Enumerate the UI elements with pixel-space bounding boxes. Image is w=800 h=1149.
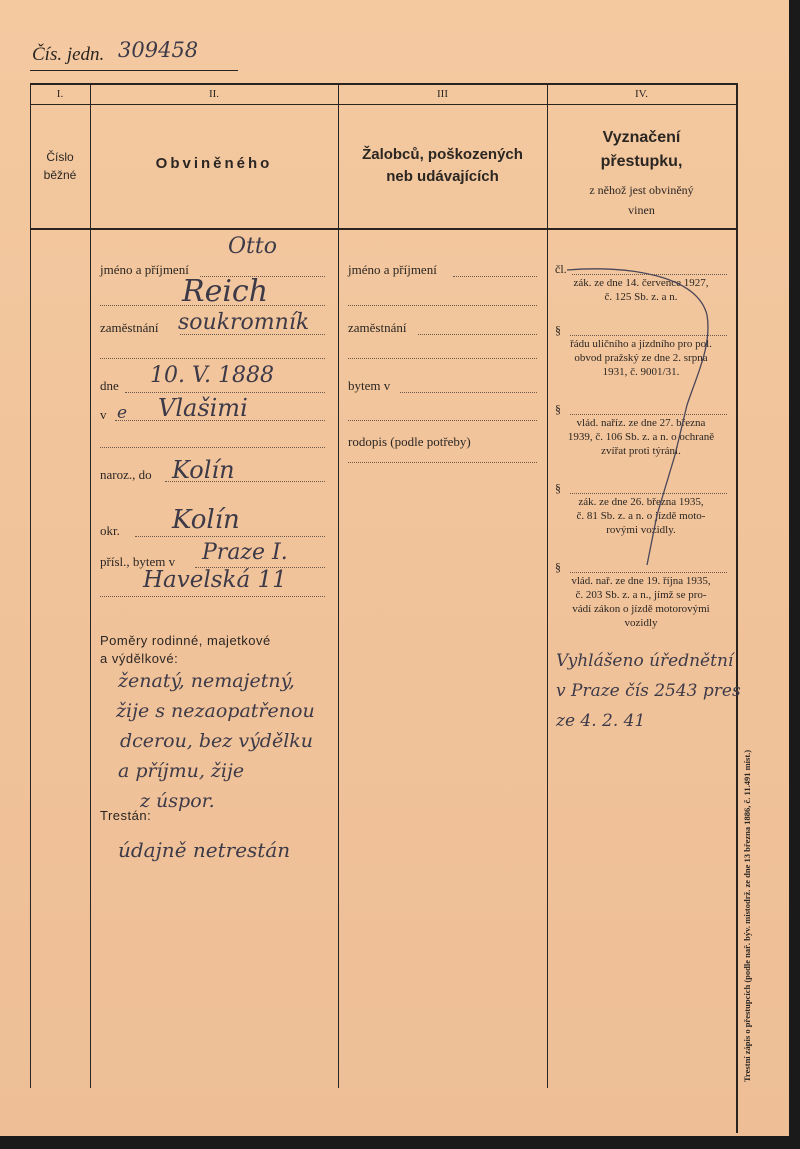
offense-4-text: zák. ze dne 26. března 1935, č. 81 Sb. z. a n. o jízdě moto- rovými vozidly. [576,496,706,536]
plaintiff-rodopis-label: rodopis (podle potřeby) [348,434,471,449]
accused-district: Kolín [172,505,240,535]
accused-domicile-label: přísl., bytem v [100,554,176,569]
col-header-2: Obviněného [155,155,273,172]
accused-occupation-label: zaměstnání [100,320,159,335]
plaintiff-name-dotline-2 [348,305,537,306]
note-line-2: v Praze čís 2543 pres [556,681,741,701]
handwritten-connector-stroke [547,255,737,580]
accused-native-dotline [165,481,325,482]
plaintiff-rodopis-dotline [348,462,537,463]
accused-surname-dotline [100,305,325,306]
offense-handwritten-note [556,646,741,736]
offense-4-mark: § [555,481,561,495]
ref-underline [30,70,238,71]
plaintiff-occupation-dotline [418,334,537,335]
accused-family-label: Poměry rodinné, majetkové a výdělkové: [100,633,271,666]
offense-3-mark: § [555,402,561,416]
accused-place-dotline-2 [100,447,325,448]
header-bottom-border [30,228,736,230]
accused-date-label: dne [100,378,119,393]
col-header-4-subtitle: z něhož jest obviněný vinen [589,183,694,217]
ref-number: 309458 [118,38,199,62]
accused-date-dotline [125,392,325,393]
note-line-1: Vyhlášeno úřednětní [556,651,734,671]
accused-native: Kolín [172,456,235,484]
plaintiff-occupation-label: zaměstnání [348,320,407,335]
colnum-divider [30,104,736,105]
accused-district-dotline [135,536,325,537]
col-header-1: Číslo běžné [43,150,77,182]
family-line-3: dcerou, bez výdělku [120,730,314,752]
col-num-4: IV. [635,88,648,100]
accused-street-dotline [100,596,325,597]
plaintiff-residence-label: bytem v [348,378,391,393]
plaintiff-occupation-dotline-2 [348,358,537,359]
plaintiff-residence-dotline [400,392,537,393]
col-header-3: Žalobců, poškozených neb udávajících [362,146,523,185]
col-num-1: I. [56,88,64,100]
plaintiff-residence-dotline-2 [348,420,537,421]
accused-domicile-city: Praze I. [202,540,288,565]
accused-place-dotline [115,420,325,421]
accused-occupation: soukromník [178,310,310,335]
plaintiff-name-label: jméno a příjmení [348,262,437,277]
offense-2-text: řádu uličního a jízdního pro pol. obvod pražský ze dne 2. srpna 1931, č. 9001/31. [570,338,712,378]
accused-criminal-record: údajně netrestán [118,838,291,862]
ref-label: Čís. jedn. [32,44,105,65]
offense-3-text: vlád. naříz. ze dne 27. března 1939, č. 106 Sb. z. a n. o ochraně zvířat proti týrání. [567,417,715,457]
accused-birth-place: Vlašimi [158,394,248,422]
accused-domicile-street: Havelská 11 [143,567,287,593]
offense-5-mark: § [555,560,561,574]
accused-criminal-label: Trestán: [100,808,152,823]
accused-name-label: jméno a příjmení [100,262,189,277]
family-line-4: a příjmu, žije [118,760,245,782]
plaintiff-name-dotline [453,276,537,277]
accused-occupation-dotline [180,334,325,335]
accused-occupation-dotline-2 [100,358,325,359]
accused-place-prefix: v [100,407,107,422]
col-divider-3 [547,83,548,1088]
accused-district-label: okr. [100,523,120,538]
accused-first-name: Otto [228,234,277,259]
table-right-border [736,83,738,1133]
offense-2-mark: § [555,323,561,337]
accused-native-label: naroz., do [100,467,152,482]
offense-1-mark: čl. [555,262,567,276]
offense-5-text: vlád. nař. ze dne 19. října 1935, č. 203 Sb. z. a n., jímž se pro- vádí zákon o jízdě motorovými vozidly [571,575,711,629]
table-left-border [30,83,31,1088]
family-line-1: ženatý, nemajetný, [118,670,295,692]
offense-1-text: zák. ze dne 14. července 1927, č. 125 Sb. z. a n. [573,277,709,303]
col-num-2: II. [208,88,220,100]
col-header-4-title: Vyznačení přestupku, [600,129,683,170]
col-num-3: III [437,88,448,100]
col-divider-1 [90,83,91,1088]
table-top-border [30,83,738,85]
family-line-5: z úspor. [140,790,215,812]
accused-place-preposition: e [117,403,128,423]
note-line-3: ze 4. 2. 41 [556,711,646,731]
accused-family-details [118,666,315,816]
side-note-text: Trestní zápis o přestupcích (podle nař. býv. místodrž. ze dne 13 března 1886, č. 11.491 míst.) [742,749,752,1082]
col-divider-2 [338,83,339,1088]
accused-surname: Reich [182,274,269,309]
accused-birth-date: 10. V. 1888 [150,363,274,388]
family-line-2: žije s nezaopatřenou [116,700,315,722]
